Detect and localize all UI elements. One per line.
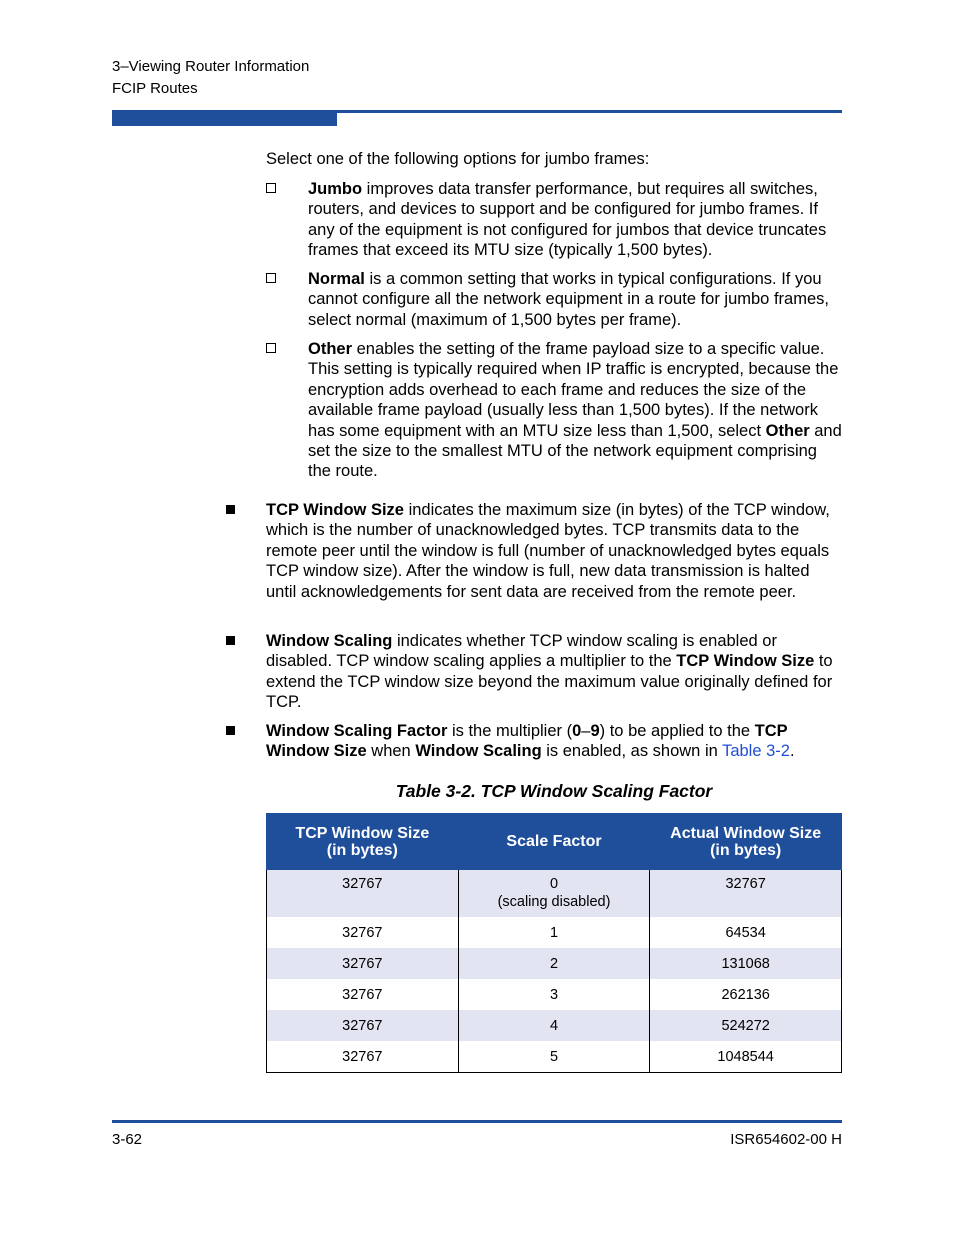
bullet-description: ) to be applied to the xyxy=(599,722,755,740)
bullet-term-ref: TCP Window Size xyxy=(676,652,815,671)
cell-factor: 3 xyxy=(458,979,650,1010)
bullet-description: is the multiplier ( xyxy=(447,722,573,740)
cell-actual: 64534 xyxy=(650,917,842,948)
cell-actual: 32767 xyxy=(650,870,842,918)
option-text xyxy=(308,339,842,482)
footer-rule xyxy=(112,1120,842,1123)
bullet-term-ref: Window Scaling xyxy=(415,742,542,761)
header-line: TCP Window Size xyxy=(295,824,430,842)
option-term: Jumbo xyxy=(308,180,363,198)
cell-size: 32767 xyxy=(267,1041,459,1073)
running-header-chapter: 3–Viewing Router Information xyxy=(112,58,310,75)
bullet-description-cont: to extend the TCP window size beyond the maximum value originally defined for TCP. xyxy=(266,652,833,712)
option-text xyxy=(308,179,842,261)
cell-size: 32767 xyxy=(267,870,459,918)
square-bullet-icon xyxy=(226,636,235,645)
header-actual-window-size xyxy=(650,814,842,870)
header-accent-block xyxy=(112,110,337,126)
cell-factor: 5 xyxy=(458,1041,650,1073)
table-3-2-link[interactable]: Table 3-2 xyxy=(722,742,790,761)
table-row xyxy=(267,1041,842,1073)
bullet-description: . xyxy=(789,742,795,761)
bullet-description: when xyxy=(366,742,416,761)
page-number: 3-62 xyxy=(112,1131,143,1148)
document-id: ISR654602-00 H xyxy=(730,1131,842,1148)
range-dash: – xyxy=(581,722,591,740)
table-header-row xyxy=(267,814,842,870)
bullet-term: TCP Window Size xyxy=(266,501,404,519)
bullet-text xyxy=(266,500,842,602)
bullet-term-ref: TCP Window Size xyxy=(266,722,788,761)
cell-factor: 4 xyxy=(458,1010,650,1041)
bullet-description: is enabled, as shown in xyxy=(541,742,723,761)
option-description: is a common setting that works in typical configurations. If you cannot configure all the network equipment in a route for jumbo frames, select normal (maximum of 1,500 bytes per frame). xyxy=(308,270,829,329)
table-row xyxy=(267,870,842,918)
cell-factor xyxy=(458,870,650,918)
table-row xyxy=(267,948,842,979)
cell-size: 32767 xyxy=(267,917,459,948)
bullet-term: Window Scaling xyxy=(266,632,393,650)
tcp-window-scaling-table xyxy=(266,813,842,1073)
option-description: improves data transfer performance, but requires all switches, routers, and devices to support and be configured for jumbo frames. If any of the equipment is not configured for jumbos that device truncates frames that exceed its MTU size (typically 1,500 bytes). xyxy=(308,180,827,260)
option-term: Normal xyxy=(308,270,365,288)
header-line: Actual Window Size xyxy=(670,824,822,842)
factor-note: (scaling disabled) xyxy=(497,894,611,910)
option-term-inline: Other xyxy=(765,421,810,440)
checkbox-bullet-icon xyxy=(266,183,276,193)
table-row xyxy=(267,917,842,948)
option-term: Other xyxy=(308,340,353,358)
table-row xyxy=(267,1010,842,1041)
bullet-text xyxy=(266,721,842,762)
factor-value: 0 xyxy=(549,876,559,892)
square-bullet-icon xyxy=(226,505,235,514)
cell-actual: 524272 xyxy=(650,1010,842,1041)
option-description-cont: and set the size to the smallest MTU of the network equipment comprising the route. xyxy=(308,421,842,481)
table-caption: Table 3-2. TCP Window Scaling Factor xyxy=(395,781,713,801)
cell-size: 32767 xyxy=(267,948,459,979)
checkbox-bullet-icon xyxy=(266,343,276,353)
option-description: enables the setting of the frame payload size to a specific value. This setting is typically required when IP traffic is encrypted, because the encryption adds overhead to each frame and reduces the size of the available frame payload (usually less than 1,500 bytes). If the network has some equipment with an MTU size less than 1,500, select xyxy=(308,340,839,440)
cell-actual: 1048544 xyxy=(650,1041,842,1073)
range-max: 9 xyxy=(590,722,600,740)
cell-factor: 1 xyxy=(458,917,650,948)
bullet-description: indicates the maximum size (in bytes) of the TCP window, which is the number of unacknowledged bytes. TCP transmits data to the remote peer until the window is full (number of unacknowledged bytes equals TCP window size). After the window is full, new data transmission is halted until acknowledgements for sent data are received from the remote peer. xyxy=(266,501,830,601)
header-line: (in bytes) xyxy=(710,841,782,859)
header-line: Scale Factor xyxy=(506,833,602,850)
cell-size: 32767 xyxy=(267,979,459,1010)
jumbo-intro: Select one of the following options for jumbo frames: xyxy=(266,150,650,168)
range-min: 0 xyxy=(572,722,582,740)
table-row xyxy=(267,979,842,1010)
option-text xyxy=(308,269,842,330)
checkbox-bullet-icon xyxy=(266,273,276,283)
header-tcp-window-size xyxy=(267,814,459,870)
cell-size: 32767 xyxy=(267,1010,459,1041)
square-bullet-icon xyxy=(226,726,235,735)
header-line: (in bytes) xyxy=(326,841,398,859)
bullet-description: indicates whether TCP window scaling is enabled or disabled. TCP window scaling applies a multiplier to the xyxy=(266,632,777,671)
bullet-text xyxy=(266,631,842,713)
running-header-section: FCIP Routes xyxy=(112,80,198,97)
cell-actual: 131068 xyxy=(650,948,842,979)
bullet-term: Window Scaling Factor xyxy=(266,722,448,740)
cell-actual: 262136 xyxy=(650,979,842,1010)
cell-factor: 2 xyxy=(458,948,650,979)
header-scale-factor xyxy=(458,814,650,870)
